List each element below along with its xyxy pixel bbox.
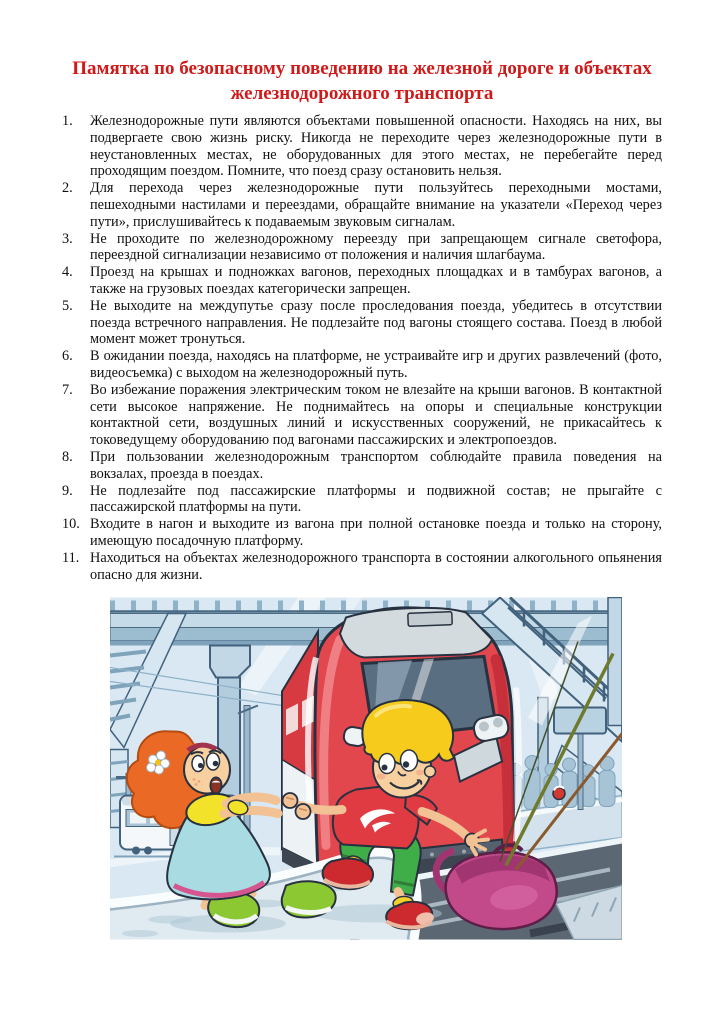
title-line-1: Памятка по безопасному поведению на железной дороге и объектах bbox=[72, 58, 652, 79]
list-item bbox=[62, 449, 662, 483]
list-item bbox=[62, 231, 662, 265]
list-item bbox=[62, 113, 662, 180]
item-number: 10. bbox=[62, 516, 80, 533]
item-number: 2. bbox=[62, 180, 73, 197]
item-text: Железнодорожные пути являются объектами повышенной опасности. Находясь на них, вы подвергаете свою жизнь риску. Никогда не переходите через железнодорожные пути в неустановленных местах, не оборудованных для этого местах, не перебегайте перед проходящим поездом. Помните, что поезд сразу остановить нельзя. bbox=[90, 113, 662, 180]
list-item bbox=[62, 264, 662, 298]
list-item bbox=[62, 483, 662, 517]
item-number: 7. bbox=[62, 381, 73, 398]
illustration bbox=[110, 597, 622, 940]
item-number: 3. bbox=[62, 230, 73, 247]
item-text: Проезд на крышах и подножках вагонов, переходных площадках и в тамбурах вагонов, а также на грузовых поездах категорически запрещен. bbox=[90, 264, 662, 297]
item-number: 4. bbox=[62, 264, 73, 281]
item-text: Находиться на объектах железнодорожного транспорта в состоянии алкогольного опьянения опасно для жизни. bbox=[90, 549, 662, 583]
item-text: Для перехода через железнодорожные пути пользуйтесь переходными мостами, пешеходными настилами и переездами, обращайте внимание на указатели «Переход через пути», прислушивайтесь к подаваемым звуковым сигналам. bbox=[90, 180, 662, 230]
title-line-2: железнодорожного транспорта bbox=[230, 83, 494, 104]
rules-list bbox=[62, 113, 662, 583]
item-text: При пользовании железнодорожным транспортом соблюдайте правила поведения на вокзалах, проезда в поездах. bbox=[90, 448, 662, 482]
list-item bbox=[62, 516, 662, 550]
item-number: 9. bbox=[62, 482, 73, 499]
item-number: 1. bbox=[62, 113, 73, 129]
item-text: Во избежание поражения электрическим током не влезайте на крыши вагонов. В контактной сети высокое напряжение. Не поднимайтесь на опоры и специальные конструкции контактной сети, воздушных линий и искусственных сооружений, не прикасайтесь к токоведущему оборудованию под вагонами пассажирских и электропоездов. bbox=[90, 381, 662, 449]
page-title bbox=[62, 56, 662, 106]
list-item bbox=[62, 550, 662, 584]
item-text: Входите в нагон и выходите из вагона при полной остановке поезда и только на сторону, имеющую посадочную платформу. bbox=[90, 516, 662, 549]
list-item bbox=[62, 180, 662, 230]
item-text: Не подлезайте под пассажирские платформы и подвижной состав; не прыгайте с пассажирской платформы на пути. bbox=[90, 482, 662, 516]
item-number: 6. bbox=[62, 348, 73, 365]
item-text: Не выходите на междупутье сразу после проследования поезда, убедитесь в отсутствии поезда встречного направления. Не подлезайте под вагоны стоящего состава. Поезд в любой момент может тронуться. bbox=[90, 297, 662, 348]
item-number: 11. bbox=[62, 549, 80, 566]
item-text: В ожидании поезда, находясь на платформе, не устраивайте игр и других развлечений (фото, видеосъемка) с выходом на железнодорожный путь. bbox=[90, 348, 662, 381]
item-text: Не проходите по железнодорожному переезду при запрещающем сигнале светофора, переездной сигнализации независимо от положения и наличия шлагбаума. bbox=[90, 230, 662, 264]
item-number: 8. bbox=[62, 448, 73, 465]
item-number: 5. bbox=[62, 297, 73, 314]
list-item bbox=[62, 298, 662, 348]
list-item bbox=[62, 348, 662, 382]
list-item bbox=[62, 382, 662, 449]
